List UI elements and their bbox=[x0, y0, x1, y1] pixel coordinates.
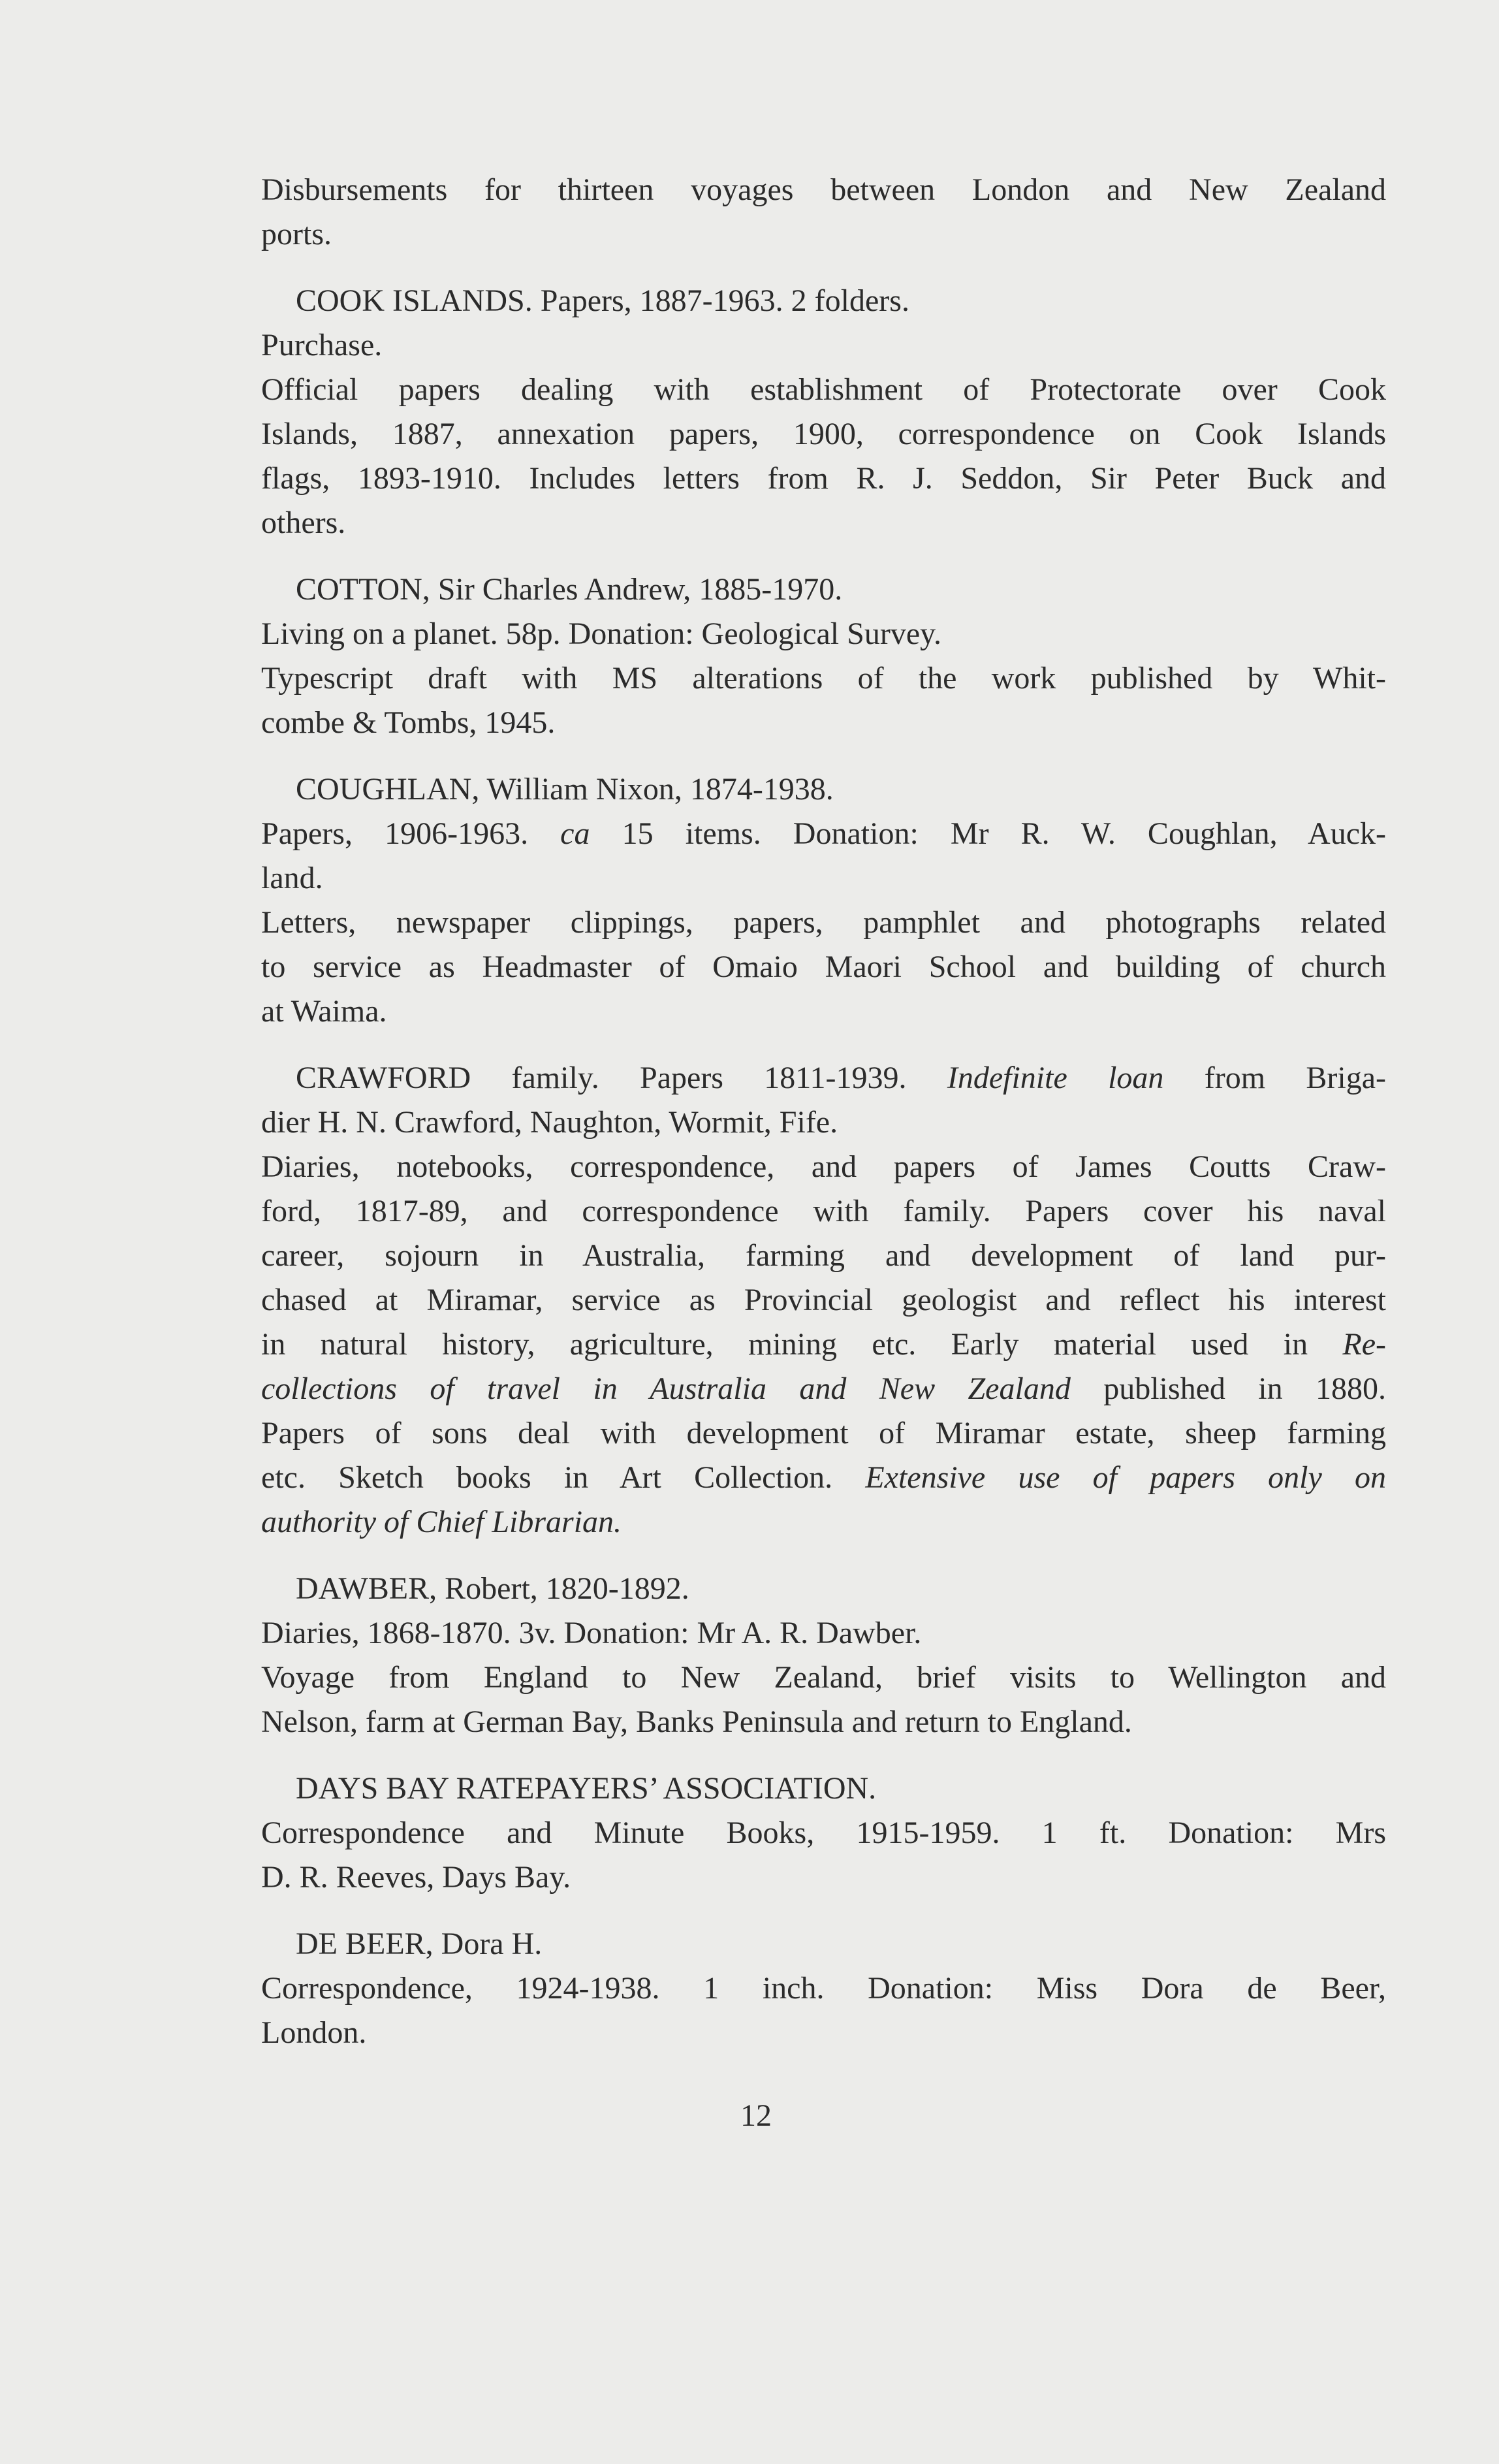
text: chased at Miramar, service as Provincial geologist and reflect his interest bbox=[261, 1283, 1386, 1317]
italic-text: collections of travel in Australia and New Zealand bbox=[261, 1371, 1071, 1406]
text-line bbox=[261, 1367, 1386, 1411]
catalogue-entry bbox=[261, 767, 1386, 1034]
text: Disbursements for thirteen voyages between London and New Zealand bbox=[261, 172, 1386, 207]
text: combe & Tombs, 1945. bbox=[261, 705, 556, 740]
text-line bbox=[261, 767, 1386, 812]
text-line bbox=[261, 1922, 1386, 1966]
entry-heading bbox=[261, 767, 1386, 812]
text-line bbox=[261, 1456, 1386, 1500]
text: Nelson, farm at German Bay, Banks Peninsula and return to England. bbox=[261, 1704, 1132, 1739]
text-line bbox=[261, 168, 1386, 212]
text-line bbox=[261, 323, 1386, 368]
entry-heading bbox=[261, 1056, 1386, 1145]
text: at Waima. bbox=[261, 994, 387, 1029]
text-line bbox=[261, 1767, 1386, 1811]
text: Diaries, notebooks, correspondence, and papers of James Coutts Craw- bbox=[261, 1149, 1386, 1184]
entry-heading bbox=[261, 1922, 1386, 1966]
text-line bbox=[261, 501, 1386, 545]
text-line bbox=[261, 2011, 1386, 2055]
text-line bbox=[261, 701, 1386, 745]
page-number: 12 bbox=[740, 2098, 772, 2133]
entry-heading bbox=[261, 1567, 1386, 1611]
entry-paragraph bbox=[261, 1966, 1386, 2055]
catalogue-entry bbox=[261, 1567, 1386, 1744]
text-line bbox=[261, 1234, 1386, 1278]
entry-paragraph bbox=[261, 656, 1386, 745]
catalogue-entry bbox=[261, 1922, 1386, 2055]
text-line bbox=[261, 212, 1386, 257]
text-line bbox=[261, 279, 1386, 323]
text-line bbox=[261, 1966, 1386, 2011]
text-line bbox=[261, 1278, 1386, 1322]
text: in natural history, agriculture, mining etc. Early material used in bbox=[261, 1327, 1343, 1362]
text-line bbox=[261, 612, 1386, 656]
text-line bbox=[261, 1611, 1386, 1656]
text: Diaries, 1868-1870. 3v. Donation: Mr A. R. Dawber. bbox=[261, 1616, 922, 1650]
entry-paragraph bbox=[261, 168, 1386, 257]
text-line bbox=[261, 901, 1386, 945]
italic-text: Extensive use of papers only on bbox=[865, 1460, 1386, 1495]
text: career, sojourn in Australia, farming and development of land pur- bbox=[261, 1238, 1386, 1273]
text: DAYS BAY RATEPAYERS’ ASSOCIATION. bbox=[296, 1771, 877, 1806]
text: Typescript draft with MS alterations of the work published by Whit- bbox=[261, 661, 1386, 696]
text: ford, 1817-89, and correspondence with family. Papers cover his naval bbox=[261, 1194, 1386, 1228]
text: etc. Sketch books in Art Collection. bbox=[261, 1460, 866, 1495]
text-line bbox=[261, 1189, 1386, 1234]
entry-paragraph bbox=[261, 612, 1386, 656]
text-line bbox=[261, 1500, 1386, 1544]
entry-heading bbox=[261, 568, 1386, 612]
text: 15 items. Donation: Mr R. W. Coughlan, Auck- bbox=[590, 816, 1386, 851]
text: dier H. N. Crawford, Naughton, Wormit, Fife. bbox=[261, 1105, 838, 1140]
text-line bbox=[261, 1855, 1386, 1900]
text: ports. bbox=[261, 217, 332, 251]
entry-paragraph bbox=[261, 812, 1386, 901]
catalogue-entry bbox=[261, 1056, 1386, 1544]
text-line bbox=[261, 989, 1386, 1034]
entry-paragraph bbox=[261, 1811, 1386, 1900]
text-line bbox=[261, 856, 1386, 901]
text: flags, 1893-1910. Includes letters from R. J. Seddon, Sir Peter Buck and bbox=[261, 461, 1386, 496]
text-line bbox=[261, 945, 1386, 989]
entry-paragraph bbox=[261, 1656, 1386, 1744]
text-line bbox=[261, 1567, 1386, 1611]
text-line bbox=[261, 568, 1386, 612]
italic-text: Indefinite loan bbox=[947, 1061, 1164, 1095]
text: to service as Headmaster of Omaio Maori School and building of church bbox=[261, 950, 1386, 984]
entry-heading bbox=[261, 1767, 1386, 1811]
entry-paragraph bbox=[261, 368, 1386, 545]
catalogue-entry bbox=[261, 1767, 1386, 1900]
catalogue-entry bbox=[261, 279, 1386, 545]
text: London. bbox=[261, 2015, 367, 2050]
text: DAWBER, Robert, 1820-1892. bbox=[296, 1571, 689, 1606]
catalogue-page-body bbox=[261, 168, 1386, 2055]
text: COUGHLAN, William Nixon, 1874-1938. bbox=[296, 772, 834, 807]
text-line bbox=[261, 368, 1386, 412]
italic-text: Re- bbox=[1342, 1327, 1386, 1362]
entry-paragraph bbox=[261, 1611, 1386, 1656]
text-line bbox=[261, 1700, 1386, 1744]
text: Voyage from England to New Zealand, brief visits to Wellington and bbox=[261, 1660, 1386, 1695]
text: from Briga- bbox=[1163, 1061, 1386, 1095]
text-line bbox=[261, 1811, 1386, 1855]
text: Correspondence and Minute Books, 1915-1959. 1 ft. Donation: Mrs bbox=[261, 1816, 1386, 1850]
catalogue-entry bbox=[261, 168, 1386, 257]
text: Living on a planet. 58p. Donation: Geological Survey. bbox=[261, 616, 942, 651]
text-line bbox=[261, 1322, 1386, 1367]
text-line bbox=[261, 812, 1386, 856]
text-line bbox=[261, 1056, 1386, 1100]
entry-heading bbox=[261, 279, 1386, 323]
italic-text: ca bbox=[560, 816, 590, 851]
text-line bbox=[261, 1656, 1386, 1700]
text: Official papers dealing with establishment of Protectorate over Cook bbox=[261, 372, 1386, 407]
text: Purchase. bbox=[261, 328, 383, 362]
text: COOK ISLANDS. Papers, 1887-1963. 2 folders. bbox=[296, 283, 909, 318]
text-line bbox=[261, 1100, 1386, 1145]
text: Islands, 1887, annexation papers, 1900, correspondence on Cook Islands bbox=[261, 417, 1386, 451]
entry-paragraph bbox=[261, 901, 1386, 1034]
text: others. bbox=[261, 505, 346, 540]
entry-paragraph bbox=[261, 1145, 1386, 1544]
text: Letters, newspaper clippings, papers, pamphlet and photographs related bbox=[261, 905, 1386, 940]
text: published in 1880. bbox=[1070, 1371, 1387, 1406]
text-line bbox=[261, 456, 1386, 501]
text-line bbox=[261, 412, 1386, 456]
text-line bbox=[261, 1145, 1386, 1189]
text: Correspondence, 1924-1938. 1 inch. Donation: Miss Dora de Beer, bbox=[261, 1971, 1386, 2006]
italic-text: authority of Chief Librarian. bbox=[261, 1505, 622, 1539]
text: Papers, 1906-1963. bbox=[261, 816, 561, 851]
entry-paragraph bbox=[261, 323, 1386, 368]
text: DE BEER, Dora H. bbox=[296, 1927, 543, 1961]
text: Papers of sons deal with development of Miramar estate, sheep farming bbox=[261, 1416, 1386, 1450]
text: land. bbox=[261, 861, 323, 895]
text: CRAWFORD family. Papers 1811-1939. bbox=[296, 1061, 947, 1095]
text-line bbox=[261, 1411, 1386, 1456]
text: COTTON, Sir Charles Andrew, 1885-1970. bbox=[296, 572, 843, 607]
text-line bbox=[261, 656, 1386, 701]
text: D. R. Reeves, Days Bay. bbox=[261, 1860, 571, 1895]
catalogue-entry bbox=[261, 568, 1386, 745]
